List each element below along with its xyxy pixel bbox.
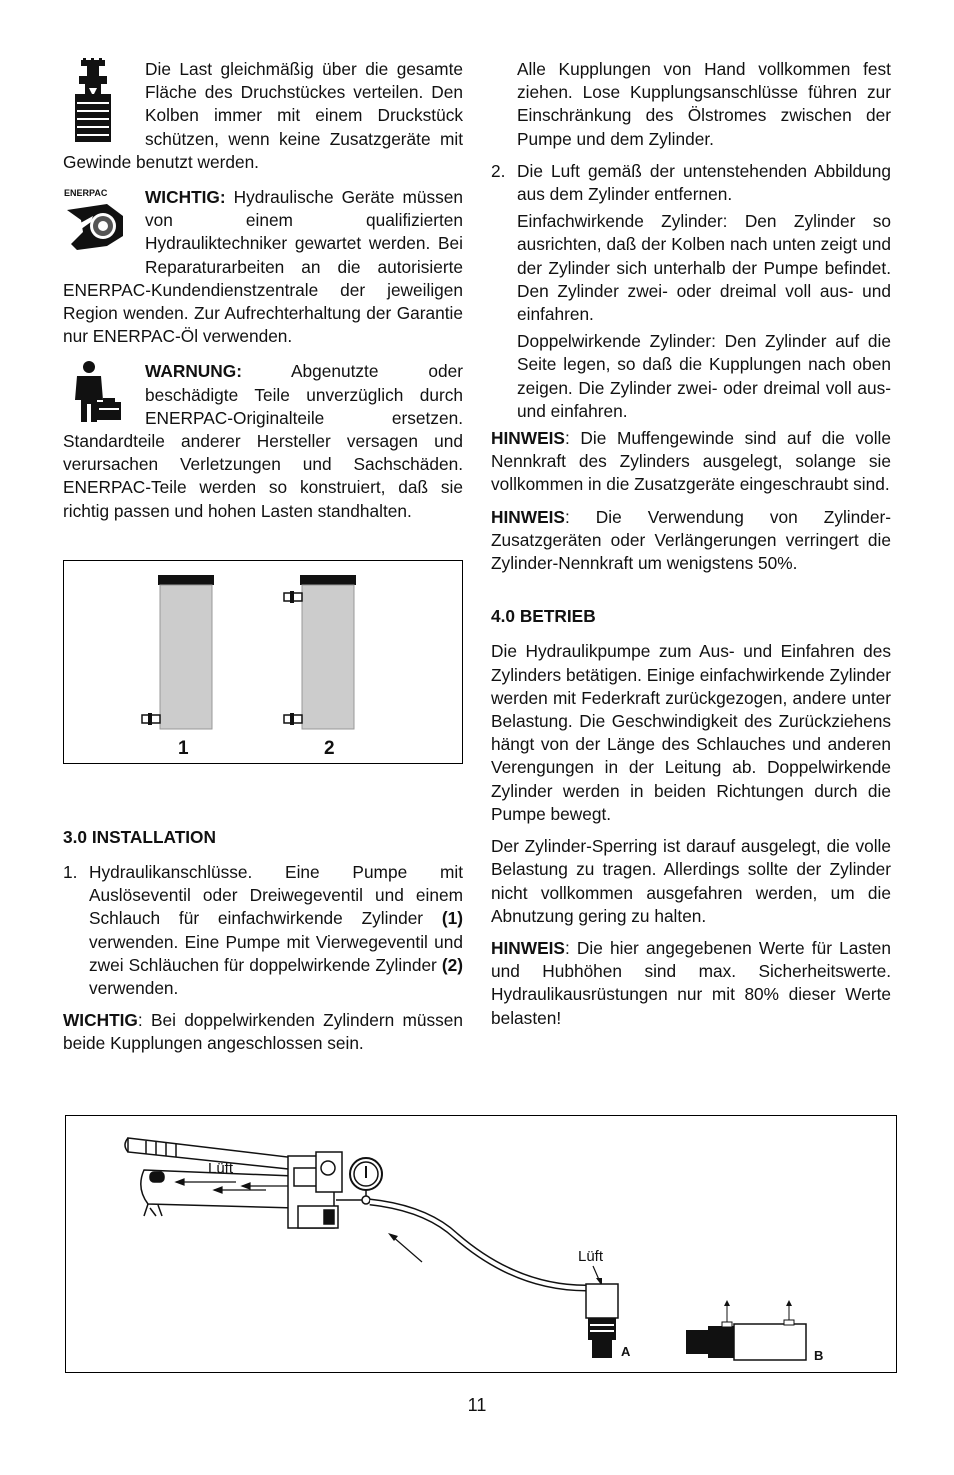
hint-threads: HINWEIS: Die Muffengewinde sind auf die volle Nennkraft des Zylinders ausgelegt, solange sie vollkommen in die Zusatzgeräte eingeschraubt sind. <box>491 428 891 495</box>
enerpac-wrench-icon <box>63 186 135 254</box>
right-column <box>491 58 891 1039</box>
figure-label-2: 2 <box>324 737 335 759</box>
cylinder-label-b: B <box>814 1348 824 1363</box>
single-acting-cylinder-a <box>586 1284 618 1358</box>
mechanic-person-icon <box>63 360 135 426</box>
operation-paragraph-2: Der Zylinder-Sperring ist darauf ausgelegt, die volle Belastung zu tragen. Allerdings sollte der Zylinder nicht vollkommen ausgefahren werden, um die Abnutzung gering zu halten. <box>491 836 891 926</box>
important-service-paragraph: ENERPAC WICHTIG: Hydraulische Geräte müssen von einem qualifizierten Hydrauliktechniker gewartet werden. Bei Reparaturarbeiten an die autorisierte ENERPAC-Kundendienstzentrale der jeweiligen Region wenden. Zur Aufrechterhaltung der Garantie nur ENERPAC-Öl verwenden. <box>63 187 463 347</box>
operation-heading: 4.0 BETRIEB <box>491 606 596 627</box>
single-acting-cylinder-illustration <box>142 575 214 729</box>
warning-paragraph: WARNUNG: Abgenutzte oder beschädigte Teile unverzüglich durch ENERPAC-Originalteile ersetzen. Standardteile anderer Hersteller versagen und verursachen Verletzungen und Sachschäden. ENERPAC-Teile werden so konstruiert, daß sie richtig passen und hohen Lasten standhalten. <box>63 361 463 521</box>
installation-item-2: 2. Die Luft gemäß der untenstehenden Abbildung aus dem Zylinder entfernen. <box>491 160 891 205</box>
coupling-paragraph: Alle Kupplungen von Hand vollkommen fest ziehen. Lose Kupplungsanschlüsse führen zur Einschränkung des Ölstromes zwischen der Pumpe und dem Zylinder. <box>517 59 891 149</box>
bleed-label-pump: Lüft <box>208 1160 234 1177</box>
single-acting-paragraph: Einfachwirkende Zylinder: Den Zylinder so ausrichten, daß der Kolben nach unten zeigt und der Zylinder sich unterhalb der Pumpe befindet. Den Zylinder zwei- oder dreimal voll aus- und einfahren. <box>517 211 891 325</box>
installation-item-1: 1. Hydraulikanschlüsse. Eine Pumpe mit Auslöseventil oder Dreiwegeventil und einem Schlauch für einfachwirkende Zylinder (1) verwenden. Eine Pumpe mit Vierwegeventil und zwei Schläuchen für doppelwirkende Zylinder (2) verwenden. <box>63 862 463 999</box>
air-bleeding-figure <box>65 1115 897 1373</box>
double-acting-paragraph: Doppelwirkende Zylinder: Den Zylinder auf die Seite legen, so daß die Kupplungen nach oben zeigen. Die Zylinder zwei- oder dreimal voll aus- und einfahren. <box>517 331 891 421</box>
double-acting-cylinder-b <box>686 1300 806 1360</box>
hint-values: HINWEIS: Die hier angegebenen Werte für Lasten und Hubhöhen sind max. Sicherheitswerte. Hydraulikausrüstungen nur mit 80% dieser Werte belasten! <box>491 937 891 1028</box>
direction-arrow-icon <box>388 1233 422 1262</box>
installation-heading: 3.0 INSTALLATION <box>63 826 216 847</box>
load-distribution-paragraph: Die Last gleichmäßig über die gesamte Fläche des Druchstückes verteilen. Den Kolben immer mit einem Druckstück schützen, wenn keine Zusatzgeräte mit Gewinde benutzt werden. <box>63 59 463 172</box>
enerpac-logo-text: ENERPAC <box>64 188 108 199</box>
operation-paragraph-1: Die Hydraulikpumpe zum Aus- und Einfahren des Zylinders betätigen. Einige einfachwirkende Zylinder werden mit Federkraft zurückgezogen, andere unter Belastung. Die Geschwindigkeit des Zurückziehens hängt von der Länge des Schlauches und anderen Verengungen in der Leitung ab. Doppelwirkende Zylinder werden in beiden Richtungen durch die Pumpe bewegt. <box>491 641 891 824</box>
hint-accessories: HINWEIS: Die Verwendung von Zylinder-Zusatzgeräten oder Verlängerungen verringert die Zylinder-Nennkraft um wenigstens 50%. <box>491 506 891 574</box>
hand-pump-illustration <box>125 1138 382 1228</box>
left-column <box>63 58 463 1065</box>
important-double-acting-note: WICHTIG: Bei doppelwirkenden Zylindern müssen beide Kupplungen angeschlossen sein. <box>63 1010 463 1054</box>
cylinder-connection-figure <box>63 560 463 764</box>
figure-label-1: 1 <box>178 737 189 759</box>
load-cap-icon <box>63 58 135 144</box>
cylinder-label-a: A <box>621 1344 631 1359</box>
bleed-label-cylinder: Lüft <box>578 1248 604 1265</box>
page-number: 11 <box>467 1395 487 1415</box>
double-acting-cylinder-illustration <box>284 575 356 729</box>
